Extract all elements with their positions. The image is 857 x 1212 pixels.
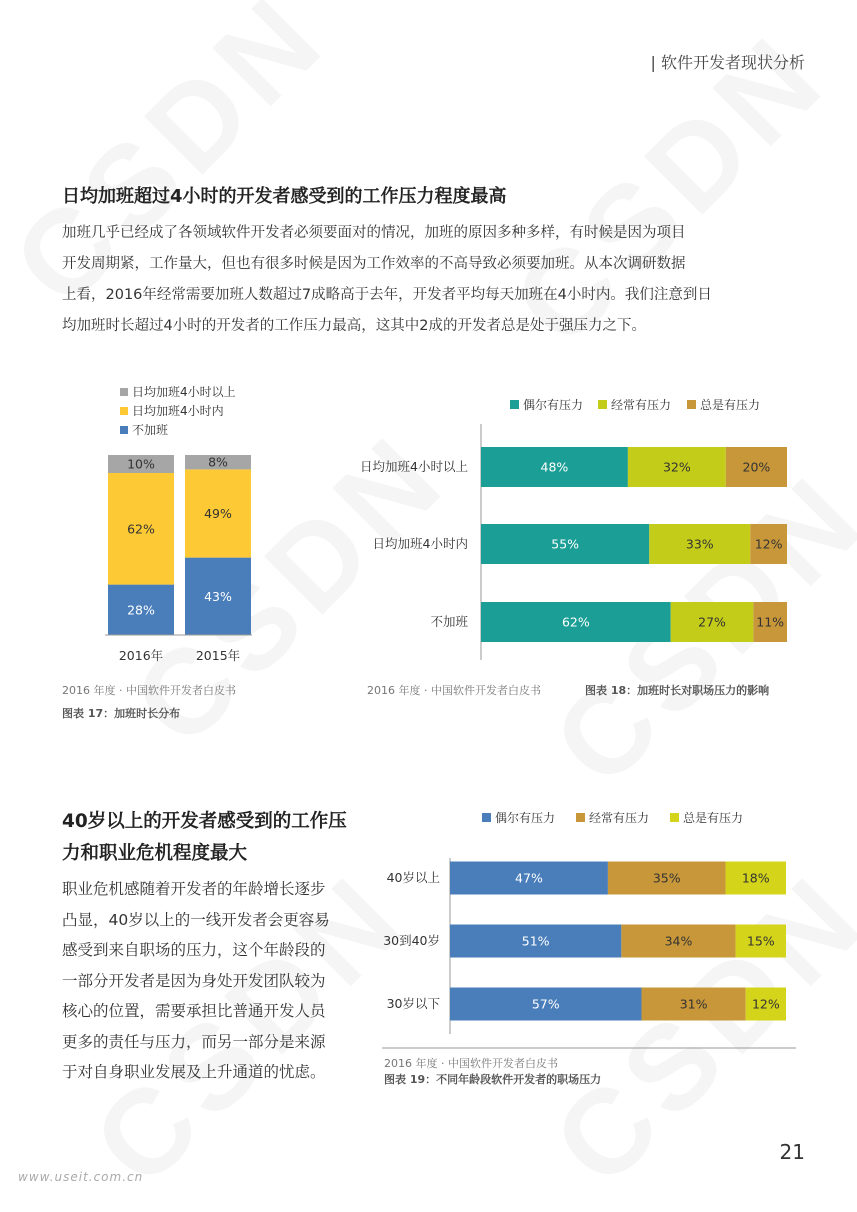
legend-swatch	[120, 407, 128, 415]
data-label: 10%	[127, 456, 155, 472]
paragraph-line: 感受到来自职场的压力，这个年龄段的	[62, 941, 326, 959]
legend-label: 日均加班4小时内	[132, 404, 224, 418]
y-tick-label: 30到40岁	[383, 933, 440, 948]
section1-heading: 日均加班超过4小时的开发者感受到的工作压力程度最高	[62, 186, 507, 207]
data-label: 62%	[127, 521, 155, 537]
data-label: 34%	[664, 933, 693, 949]
fig17-plot	[108, 455, 251, 635]
data-label: 33%	[685, 536, 714, 552]
data-label: 55%	[551, 536, 580, 552]
paragraph-line: 于对自身职业发展及上升通道的忧虑。	[62, 1063, 326, 1081]
section1-paragraph	[62, 218, 802, 342]
legend-label: 不加班	[132, 423, 169, 437]
data-label: 11%	[756, 614, 785, 630]
legend-swatch	[120, 426, 128, 434]
fig17-legend	[120, 384, 236, 437]
y-tick-label: 30岁以下	[386, 996, 440, 1011]
legend-swatch	[510, 400, 519, 409]
x-tick-label: 2015年	[195, 648, 241, 663]
data-label: 31%	[679, 996, 708, 1012]
data-label: 18%	[741, 870, 770, 886]
y-tick-label: 不加班	[430, 614, 468, 629]
paragraph-line: 核心的位置，需要承担比普通开发人员	[62, 1002, 326, 1020]
legend-label: 日均加班4小时以上	[132, 385, 236, 399]
data-label: 15%	[746, 933, 775, 949]
data-label: 20%	[742, 459, 771, 475]
fig18-title: 图表 18：加班时长对职场压力的影响	[585, 684, 770, 697]
y-tick-label: 日均加班4小时内	[372, 536, 468, 551]
section2-paragraph	[62, 874, 362, 1088]
legend-swatch	[120, 388, 128, 396]
data-label: 49%	[204, 506, 232, 521]
footer-url: www.useit.com.cn	[18, 1170, 144, 1184]
legend-label: 偶尔有压力	[495, 811, 556, 825]
fig17-chart	[60, 378, 280, 678]
fig18-plot	[481, 447, 787, 642]
data-label: 51%	[521, 933, 550, 949]
data-label: 8%	[208, 454, 228, 470]
paragraph-line: 职业危机感随着开发者的年龄增长逐步	[62, 880, 326, 898]
heading-line: 40岁以上的开发者感受到的工作压	[62, 811, 347, 832]
heading-line: 力和职业危机程度最大	[62, 843, 248, 864]
fig18-legend	[510, 397, 760, 412]
data-label: 12%	[751, 996, 780, 1012]
data-label: 35%	[652, 870, 681, 886]
x-tick-label: 2016年	[118, 648, 164, 663]
data-label: 62%	[561, 614, 590, 630]
data-label: 47%	[515, 870, 543, 886]
data-label: 57%	[531, 996, 560, 1012]
legend-label: 经常有压力	[589, 811, 650, 825]
legend-label: 经常有压力	[611, 398, 672, 412]
data-label: 12%	[754, 536, 783, 552]
data-label: 27%	[698, 614, 726, 630]
y-tick-label: 40岁以上	[386, 870, 440, 885]
data-label: 43%	[204, 588, 232, 604]
fig19-source: 2016 年度 · 中国软件开发者白皮书	[384, 1057, 558, 1070]
legend-swatch	[670, 813, 679, 822]
legend-label: 偶尔有压力	[523, 398, 584, 412]
fig18-source: 2016 年度 · 中国软件开发者白皮书	[367, 684, 541, 697]
legend-label: 总是有压力	[700, 398, 761, 412]
y-tick-label: 日均加班4小时以上	[360, 459, 468, 474]
data-label: 32%	[662, 459, 691, 475]
fig19-legend	[482, 810, 743, 825]
fig18-chart	[340, 388, 810, 668]
legend-label: 总是有压力	[683, 811, 744, 825]
data-label: 48%	[540, 459, 569, 475]
legend-swatch	[598, 400, 607, 409]
paragraph-line: 更多的责任与压力，而另一部分是来源	[62, 1032, 326, 1051]
fig19-title: 图表 19：不同年龄段软件开发者的职场压力	[384, 1073, 602, 1086]
page-number: 21	[779, 1140, 805, 1164]
paragraph-line: 凸显，40岁以上的一线开发者会更容易	[62, 910, 330, 929]
legend-swatch	[576, 813, 585, 822]
legend-swatch	[482, 813, 491, 822]
data-label: 28%	[127, 602, 155, 618]
paragraph-line: 均加班时长超过4小时的开发者的工作压力最高，这其中2成的开发者总是处于强压力之下。	[62, 318, 646, 334]
paragraph-line: 加班几乎已经成了各领域软件开发者必须要面对的情况，加班的原因多种多样，有时候是因为项目	[62, 225, 686, 241]
section2-heading	[62, 806, 347, 870]
paragraph-line: 一部分开发者是因为身处开发团队较为	[62, 971, 326, 990]
paragraph-line: 开发周期紧，工作量大，但也有很多时候是因为工作效率的不高导致必须要加班。从本次调研数据	[62, 256, 686, 272]
fig19-chart	[378, 802, 808, 1052]
fig19-plot	[450, 862, 786, 1021]
fig17-title: 图表 17：加班时长分布	[62, 707, 181, 720]
running-header: | 软件开发者现状分析	[650, 53, 805, 72]
paragraph-line: 上看，2016年经常需要加班人数超过7成略高于去年，开发者平均每天加班在4小时内。我们注意到日	[62, 287, 712, 303]
legend-swatch	[687, 400, 696, 409]
fig17-source: 2016 年度 · 中国软件开发者白皮书	[62, 684, 236, 697]
